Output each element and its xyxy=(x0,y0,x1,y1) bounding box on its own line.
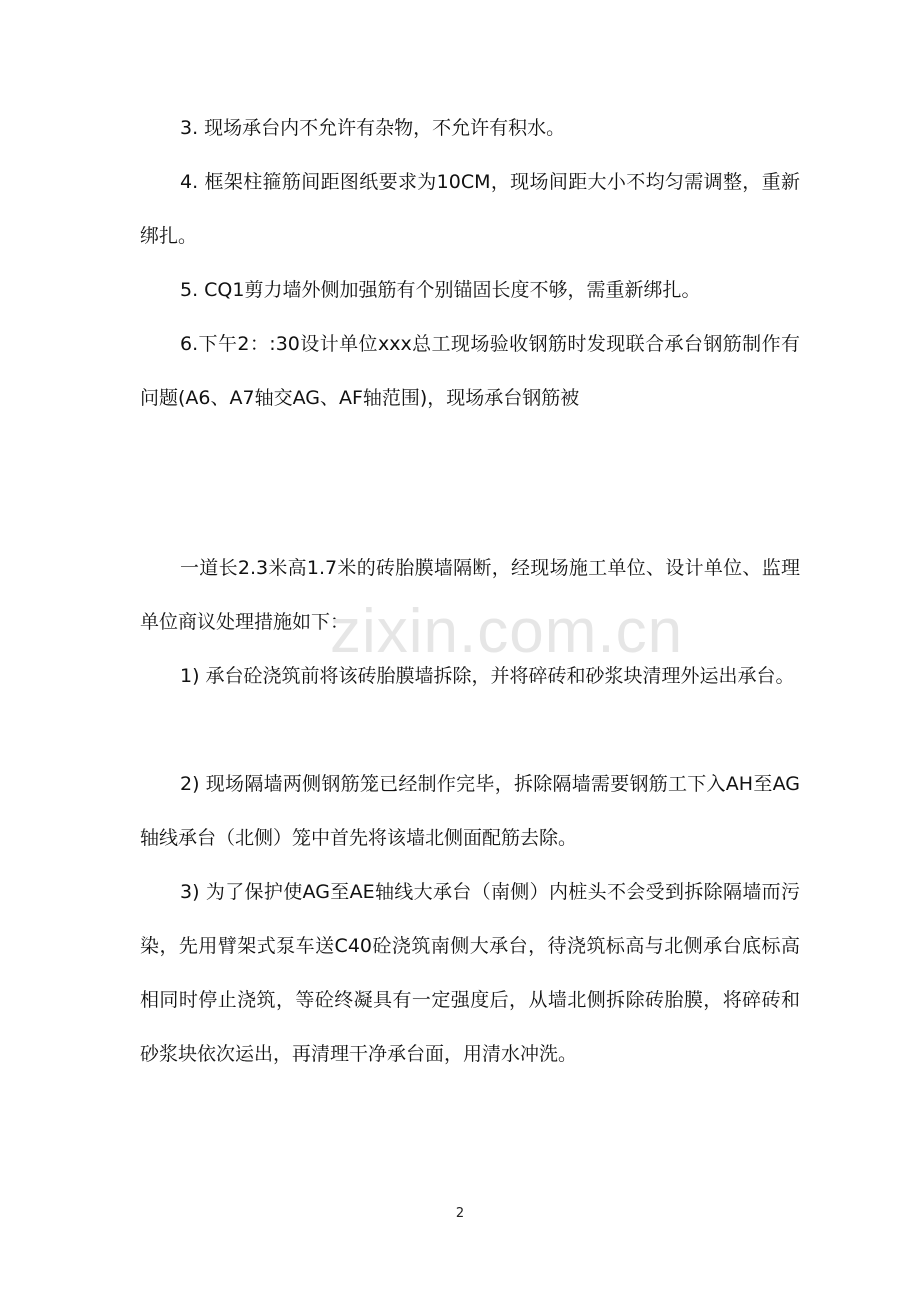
measure-item-2: 2) 现场隔墙两侧钢筋笼已经制作完毕，拆除隔墙需要钢筋工下入AH至AG轴线承台（北侧）笼中首先将该墙北侧面配筋去除。 xyxy=(140,773,800,849)
paragraph-continuation: 一道长2.3米高1.7米的砖胎膜墙隔断，经现场施工单位、设计单位、监理单位商议处理措施如下： xyxy=(140,557,800,633)
paragraph-3: 3. 现场承台内不允许有杂物，不允许有积水。 xyxy=(180,117,566,139)
measure-item-1: 1) 承台砼浇筑前将该砖胎膜墙拆除，并将碎砖和砂浆块清理外运出承台。 xyxy=(180,665,795,687)
watermark: zixin.com.cn xyxy=(330,597,684,666)
paragraph-4: 4. 框架柱箍筋间距图纸要求为10CM，现场间距大小不均匀需调整，重新绑扎。 xyxy=(140,171,800,247)
page-number: 2 xyxy=(455,1206,465,1221)
paragraph-6: 6.下午2：:30设计单位xxx总工现场验收钢筋时发现联合承台钢筋制作有问题(A6、A7轴交AG、AF轴范围)，现场承台钢筋被 xyxy=(140,333,800,409)
paragraph-5: 5. CQ1剪力墙外侧加强筋有个别锚固长度不够，需重新绑扎。 xyxy=(180,279,701,301)
measure-item-3: 3) 为了保护使AG至AE轴线大承台（南侧）内桩头不会受到拆除隔墙而污染，先用臂架式泵车送C40砼浇筑南侧大承台，待浇筑标高与北侧承台底标高相同时停止浇筑，等砼终凝具有一定强度后，从墙北侧拆除砖胎膜，将碎砖和砂浆块依次运出，再清理干净承台面，用清水冲洗。 xyxy=(140,881,800,1065)
